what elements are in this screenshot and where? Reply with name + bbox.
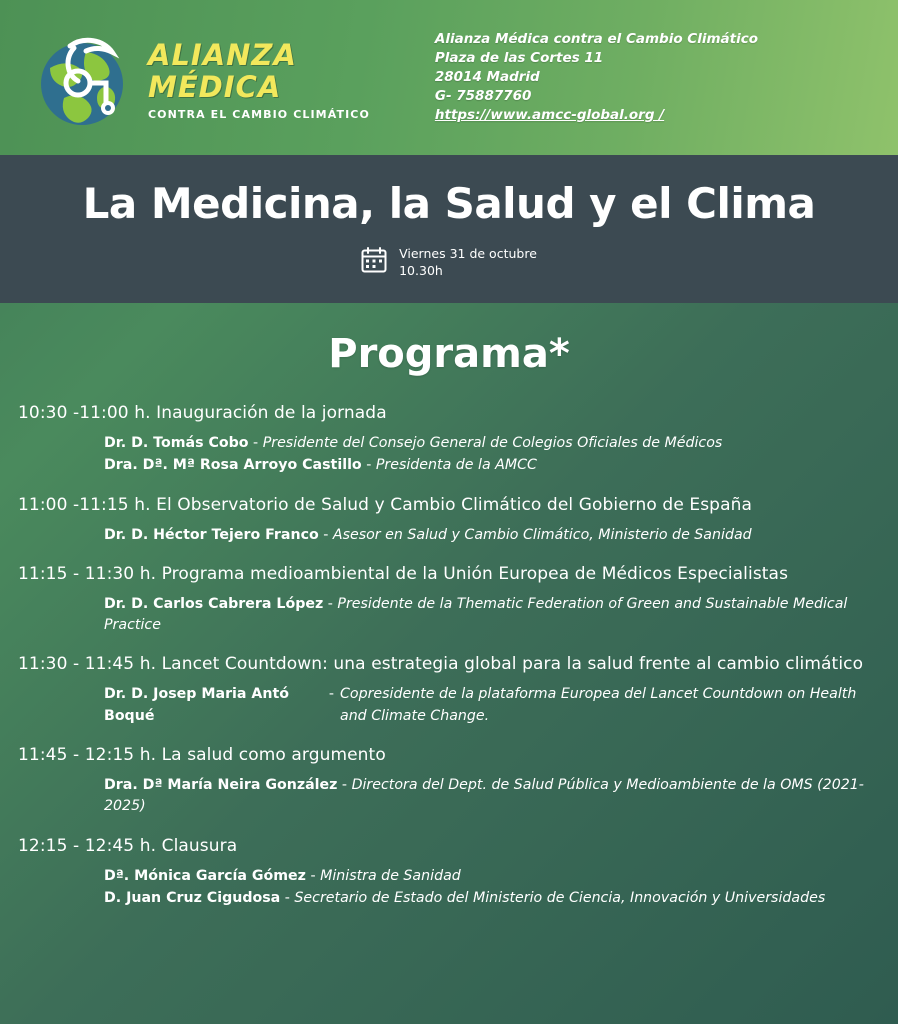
schedule-block — [18, 745, 880, 818]
speaker-separator: - — [284, 889, 290, 906]
event-date-text — [399, 246, 537, 280]
speaker-name: Dr. D. Héctor Tejero Franco — [104, 526, 319, 543]
schedule-block — [18, 495, 880, 546]
speaker-name: D. Juan Cruz Cigudosa — [104, 889, 281, 906]
schedule-block — [18, 403, 880, 477]
speaker-name: Dr. D. Carlos Cabrera López — [104, 595, 324, 612]
speaker-list — [18, 590, 880, 637]
organization-info — [435, 30, 868, 126]
brand-line-3: CONTRA EL CAMBIO CLIMÁTICO — [148, 108, 370, 121]
schedule-block-title: 11:30 - 11:45 h. Lancet Countdown: una estrategia global para la salud frente al cambio climático — [18, 654, 864, 675]
speaker-entry — [104, 594, 880, 637]
brand-line-2: MÉDICA — [148, 70, 282, 104]
speaker-entry — [104, 433, 880, 454]
speaker-entry — [104, 888, 880, 909]
brand-text — [148, 35, 370, 120]
speaker-separator: - — [253, 435, 259, 451]
speaker-name: Dra. Dª María Neira González — [104, 777, 338, 794]
speaker-separator: - — [327, 595, 333, 612]
speaker-separator: - — [341, 777, 348, 794]
logo-block — [30, 24, 370, 132]
schedule-block — [18, 836, 880, 910]
globe-stethoscope-logo-icon — [30, 24, 138, 132]
speaker-entry — [104, 866, 880, 887]
schedule-block-title: 11:15 - 11:30 h. Programa medioambiental de la Unión Europea de Médicos Especialistas — [18, 563, 789, 584]
speaker-list — [18, 771, 880, 818]
schedule-block-title: 11:45 - 12:15 h. La salud como argumento — [18, 745, 386, 766]
speaker-separator: - — [323, 526, 329, 543]
calendar-icon — [361, 247, 387, 278]
page-title: La Medicina, la Salud y el Clima — [82, 178, 816, 228]
speaker-entry — [104, 684, 880, 727]
schedule-block — [18, 564, 880, 637]
speaker-list — [18, 680, 880, 727]
event-date-row — [361, 246, 537, 280]
org-address-line-2: 28014 Madrid — [434, 68, 540, 85]
page-header — [0, 0, 898, 155]
event-date: Viernes 31 de octubre — [399, 245, 537, 261]
org-name: Alianza Médica contra el Cambio Climático — [434, 30, 758, 47]
speaker-role: Presidente del Consejo General de Colegios Oficiales de Médicos — [262, 435, 723, 451]
event-time: 10.30h — [399, 262, 443, 278]
title-bar — [0, 155, 898, 303]
speaker-entry — [104, 525, 880, 546]
schedule-block-title: 11:00 -11:15 h. El Observatorio de Salud y Cambio Climático del Gobierno de España — [18, 494, 752, 515]
speaker-role: Copresidente de la plataforma Europea del Lancet Countdown on Health and Climate Change. — [340, 686, 857, 724]
speaker-list — [18, 429, 880, 477]
speaker-role: Secretario de Estado del Ministerio de Ciencia, Innovación y Universidades — [294, 889, 826, 906]
speaker-name: Dr. D. Josep Maria Antó Boqué — [104, 686, 290, 724]
speaker-list — [18, 862, 880, 910]
speaker-role: Presidente de la Thematic Federation of Green and Sustainable Medical Practice — [104, 595, 848, 634]
speaker-role: Presidenta de la AMCC — [375, 457, 537, 474]
brand-line-1: ALIANZA — [148, 38, 297, 72]
speaker-entry — [104, 775, 880, 818]
speaker-role: Directora del Dept. de Salud Pública y Medioambiente de la OMS (2021-2025) — [104, 777, 864, 815]
schedule-block — [18, 654, 880, 727]
speaker-name: Dª. Mónica García Gómez — [104, 867, 306, 884]
program-schedule — [0, 403, 898, 909]
speaker-role: Asesor en Salud y Cambio Climático, Ministerio de Sanidad — [332, 526, 752, 543]
speaker-role: Ministra de Sanidad — [320, 867, 461, 884]
program-heading: Programa* — [328, 331, 570, 377]
speaker-separator: - — [310, 867, 316, 884]
org-address-line-1: Plaza de las Cortes 11 — [434, 49, 604, 66]
speaker-entry — [104, 455, 880, 476]
speaker-list — [18, 521, 880, 546]
org-tax-id: G- 75887760 — [434, 88, 532, 105]
speaker-name: Dr. D. Tomás Cobo — [104, 435, 249, 451]
org-website-link[interactable]: https://www.amcc-global.org / — [434, 107, 665, 124]
speaker-name: Dra. Dª. Mª Rosa Arroyo Castillo — [104, 457, 362, 474]
speaker-separator: - — [366, 457, 372, 474]
schedule-block-title: 12:15 - 12:45 h. Clausura — [18, 835, 238, 856]
schedule-block-title: 10:30 -11:00 h. Inauguración de la jornada — [18, 403, 387, 423]
speaker-separator: - — [328, 686, 334, 703]
